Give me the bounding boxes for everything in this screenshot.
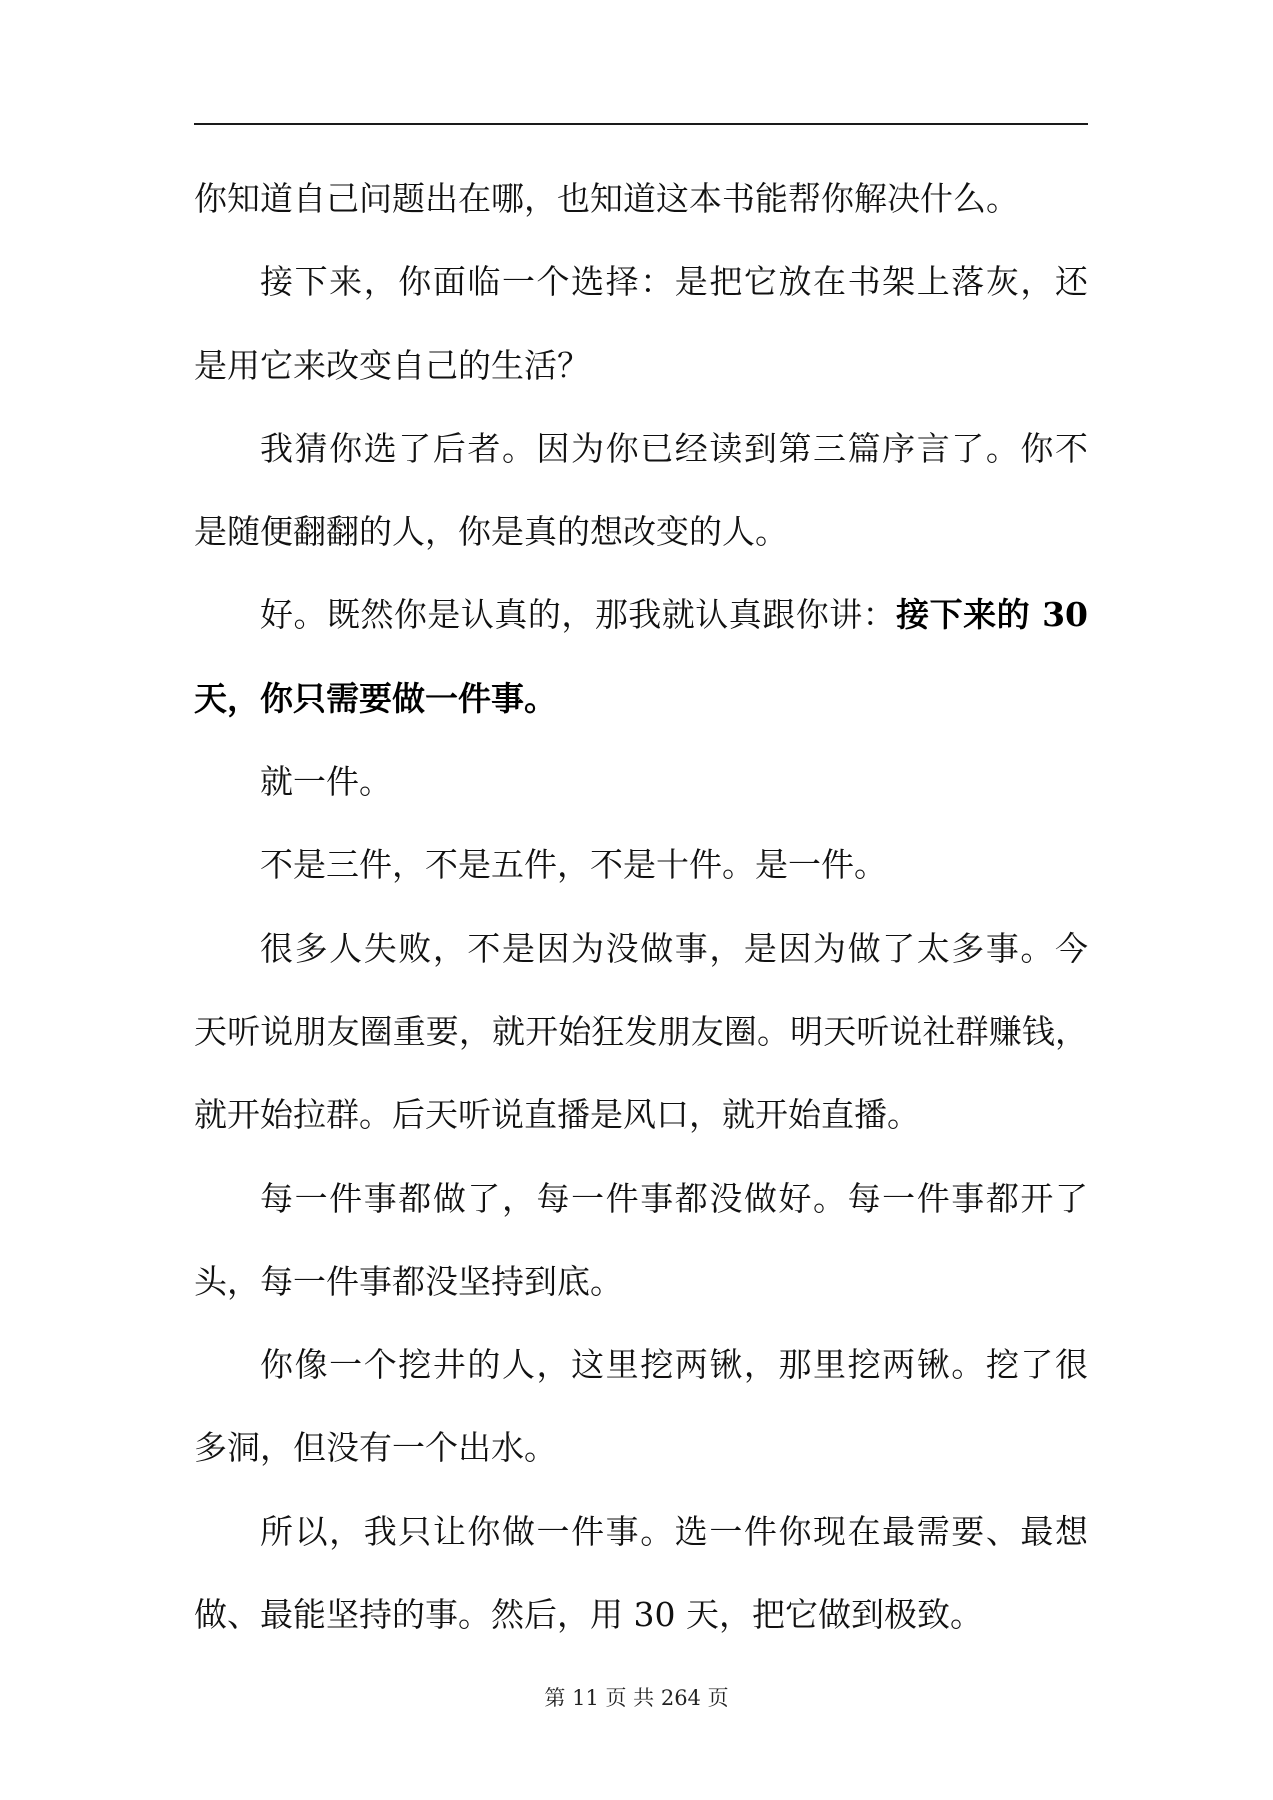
document-body: [194, 157, 1088, 1656]
text-line: 你像一个挖井的人，这里挖两锹，那里挖两锹。挖了很: [260, 1345, 1088, 1385]
text-line: 很多人失败，不是因为没做事，是因为做了太多事。今: [260, 928, 1088, 968]
text-line: 是用它来改变自己的生活？: [194, 345, 590, 385]
header-rule: [194, 123, 1088, 125]
paragraph: [194, 823, 1088, 906]
paragraph: [194, 907, 1088, 1157]
paragraph: [194, 240, 1088, 407]
paragraph: [194, 1323, 1088, 1490]
paragraph: [194, 1157, 1088, 1324]
page-number-footer: 第 11 页 共 264 页: [544, 1686, 729, 1710]
text-line: [194, 657, 1088, 740]
text-line: 是随便翻翻的人，你是真的想改变的人。: [194, 512, 788, 552]
text-line: 头，每一件事都没坚持到底。: [194, 1261, 623, 1301]
text-line: 不是三件，不是五件，不是十件。是一件。: [260, 845, 887, 885]
paragraph: [194, 573, 1088, 740]
text-run: 好。既然你是认真的，那我就认真跟你讲：: [260, 595, 897, 635]
paragraph: [194, 1490, 1088, 1657]
text-line: 就一件。: [260, 762, 392, 802]
text-line: 多洞，但没有一个出水。: [194, 1428, 557, 1468]
text-line: [194, 573, 1088, 656]
text-line: 每一件事都做了，每一件事都没做好。每一件事都开了: [260, 1178, 1088, 1218]
text-line: 我猜你选了后者。因为你已经读到第三篇序言了。你不: [260, 428, 1088, 468]
text-line: 做、最能坚持的事。然后，用 30 天，把它做到极致。: [194, 1595, 983, 1635]
paragraph: [194, 157, 1088, 240]
bold-text-run: 天，你只需要做一件事。: [194, 678, 557, 718]
text-line: 你知道自己问题出在哪，也知道这本书能帮你解决什么。: [194, 179, 1019, 218]
text-line: 所以，我只让你做一件事。选一件你现在最需要、最想: [260, 1511, 1088, 1551]
bold-text-run: 接下来的 30: [896, 595, 1088, 635]
paragraph: [194, 740, 1088, 823]
text-line: 就开始拉群。后天听说直播是风口，就开始直播。: [194, 1095, 920, 1135]
text-line: 接下来，你面临一个选择：是把它放在书架上落灰，还: [260, 262, 1088, 302]
paragraph: [194, 407, 1088, 574]
text-line: 天听说朋友圈重要，就开始狂发朋友圈。明天听说社群赚钱，: [194, 1011, 1088, 1051]
